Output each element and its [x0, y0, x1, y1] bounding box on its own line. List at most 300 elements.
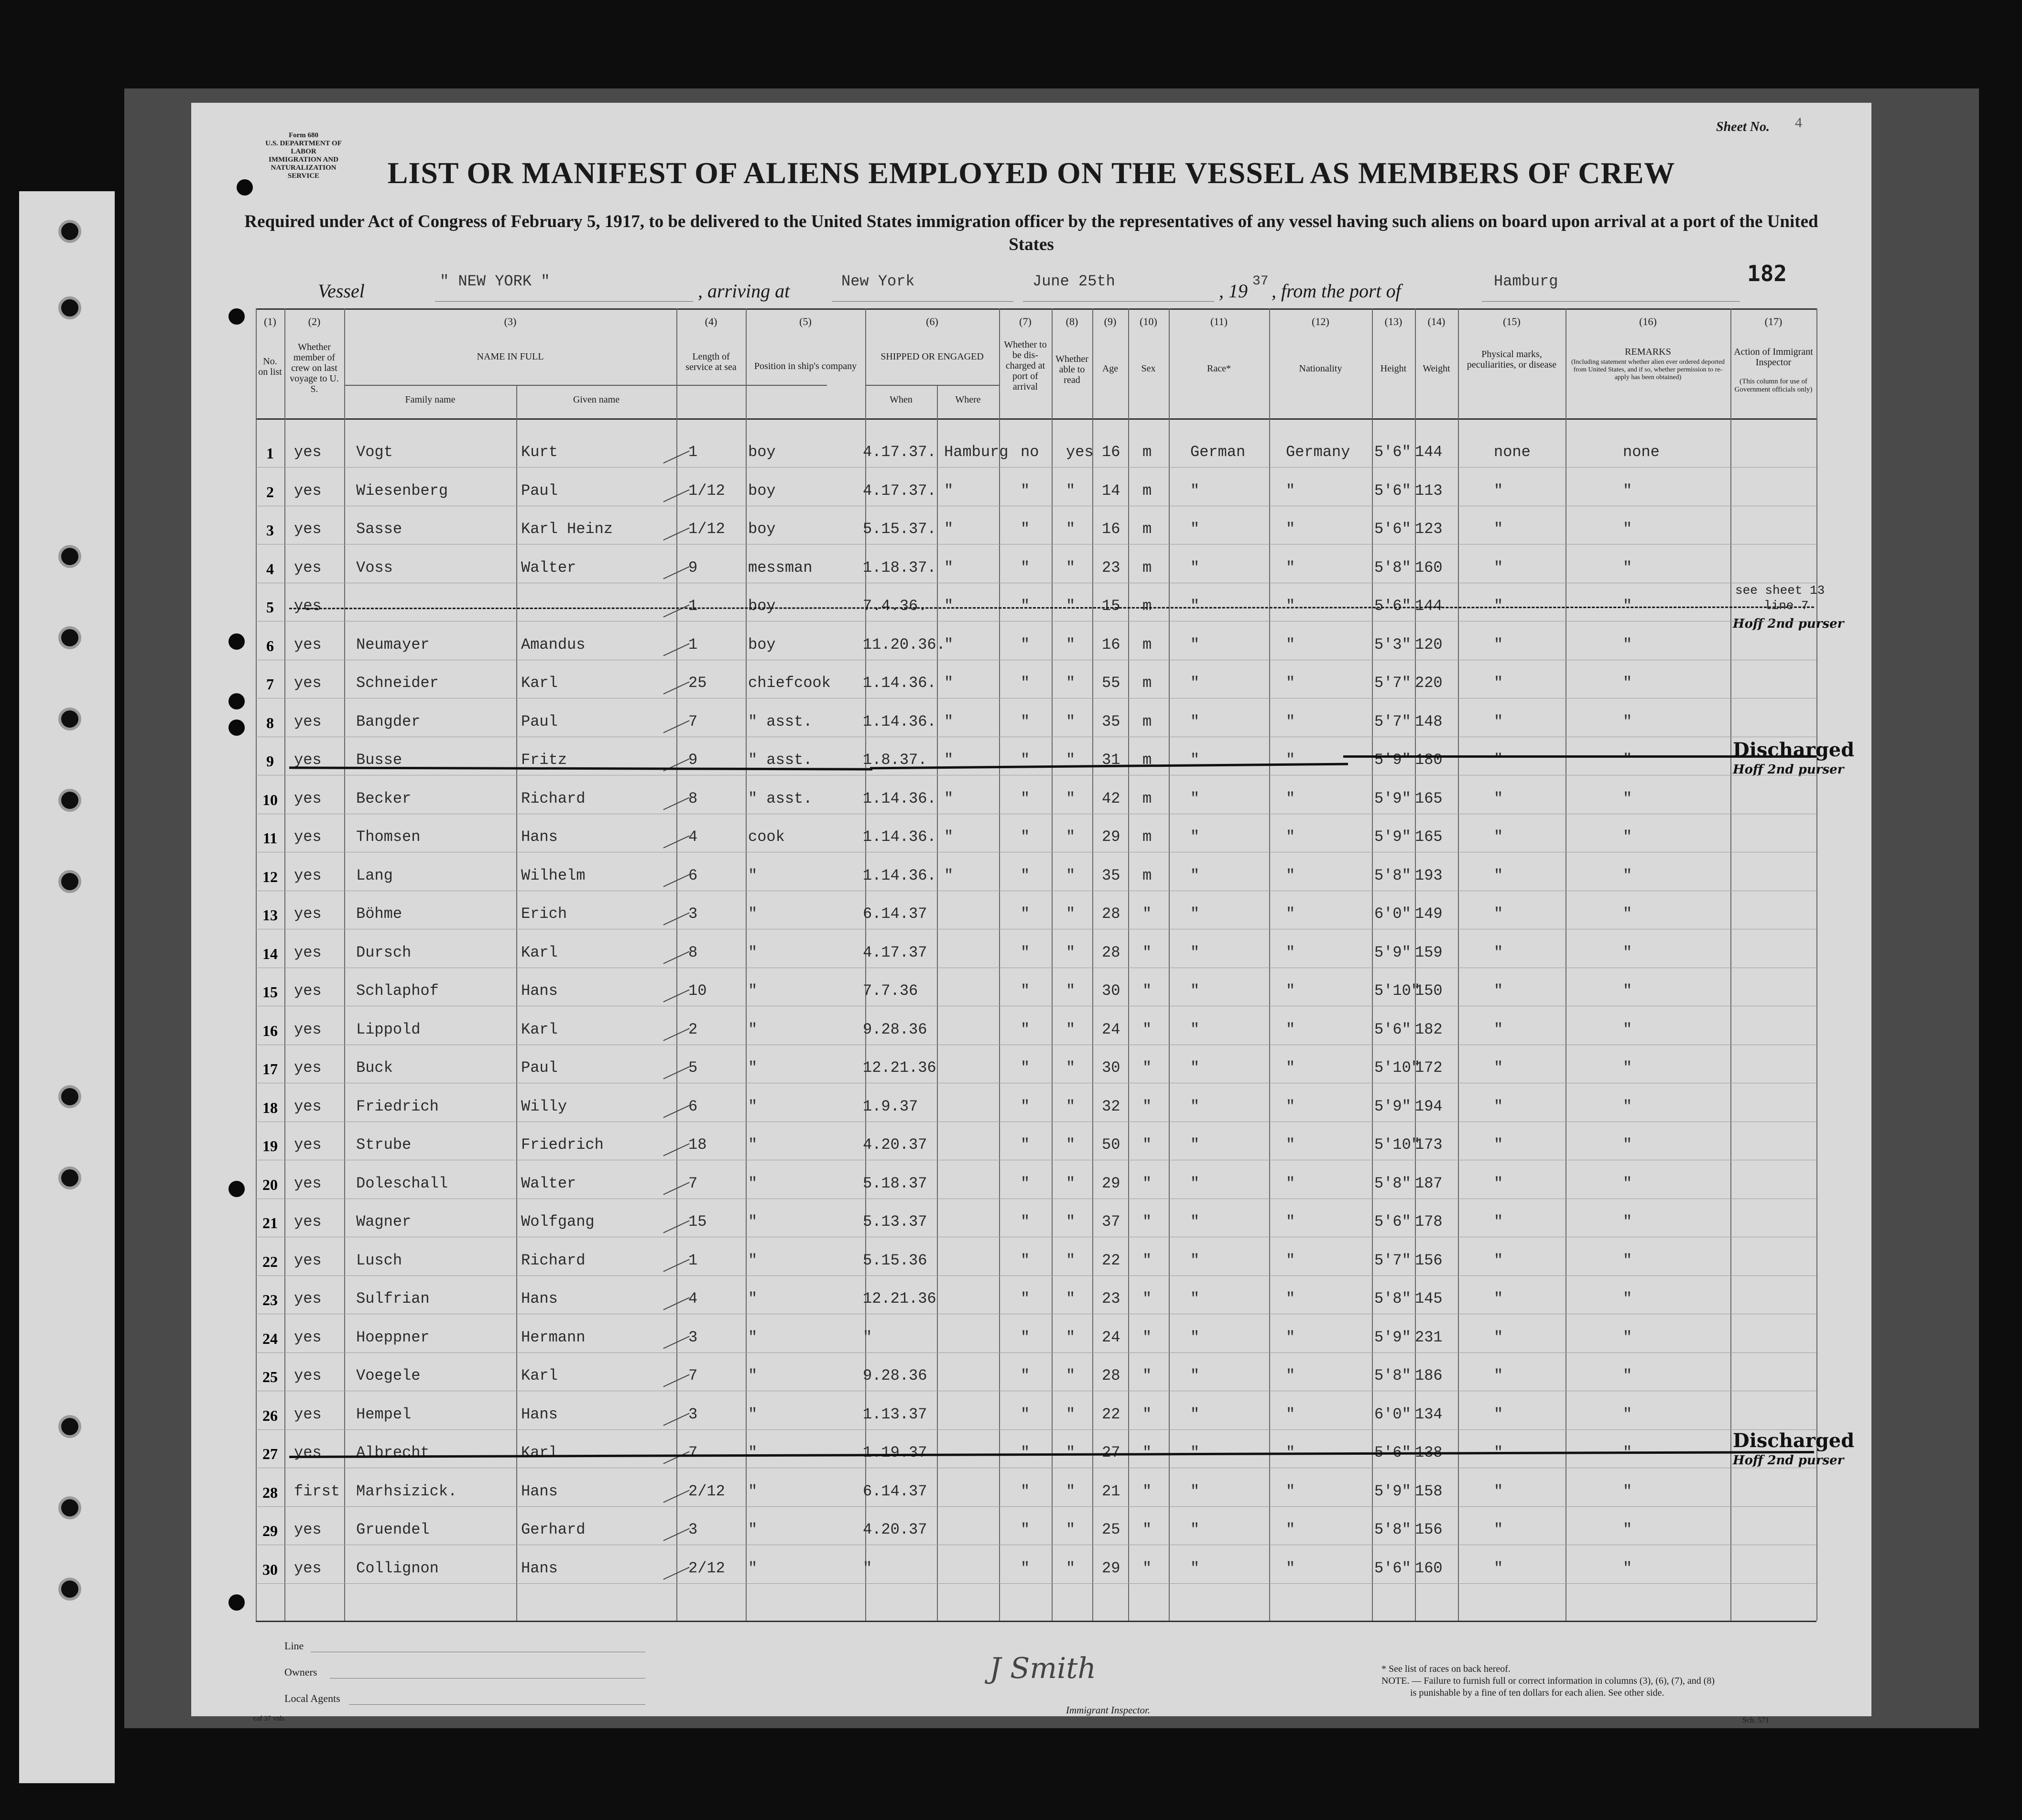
cell-when: 7.4.36. — [863, 597, 927, 615]
cell-member: yes — [294, 1521, 322, 1538]
cell-length: 2 — [688, 1021, 698, 1038]
cell-race: " — [1190, 867, 1200, 884]
binder-hole — [58, 789, 81, 812]
cell-height: 5'6" — [1374, 597, 1411, 615]
cell-nationality: " — [1286, 1290, 1295, 1308]
cell-where: " — [944, 520, 954, 538]
cell-member: yes — [294, 1329, 322, 1346]
cell-position: " — [748, 1098, 758, 1115]
col-border — [1372, 308, 1373, 1621]
cell-nationality: " — [1286, 1175, 1295, 1192]
cell-remarks: " — [1623, 520, 1632, 538]
cell-when: " — [863, 1559, 872, 1577]
cell-weight: 149 — [1415, 905, 1443, 923]
cell-when: 1.19.37 — [863, 1444, 927, 1461]
col-border — [1169, 308, 1170, 1621]
cell-where: " — [944, 790, 954, 807]
cell-remarks: " — [1623, 1098, 1632, 1115]
punch-hole — [228, 719, 245, 736]
cell-able-read: " — [1066, 1482, 1076, 1500]
cell-remarks: " — [1623, 1059, 1632, 1077]
cell-member: yes — [294, 559, 322, 577]
cell-length: 3 — [688, 1329, 698, 1346]
cell-sex: " — [1142, 1559, 1152, 1577]
cell-remarks: " — [1623, 559, 1632, 577]
cell-where: " — [944, 597, 954, 615]
col-number: (12) — [1312, 316, 1329, 327]
cell-when: 5.15.37. — [863, 520, 936, 538]
row-rule — [256, 467, 1816, 468]
header-member: Whether member of crew on last voyage to U. S. — [290, 342, 339, 394]
cell-weight: 178 — [1415, 1213, 1443, 1231]
cell-line-number: 30 — [262, 1561, 278, 1578]
cell-position: " — [748, 1482, 758, 1500]
cell-discharged: " — [1021, 559, 1030, 577]
cell-length: 15 — [688, 1213, 707, 1231]
cell-member: yes — [294, 751, 322, 769]
annotation-hoff: Hoff 2nd purser — [1733, 763, 1844, 777]
cell-given-name: Wolfgang — [521, 1213, 595, 1231]
cell-remarks: " — [1623, 1252, 1632, 1269]
cell-when: 12.21.36 — [863, 1290, 936, 1308]
cell-sex: " — [1142, 1444, 1152, 1461]
cell-physical: " — [1494, 1175, 1503, 1192]
binder-hole — [58, 1166, 81, 1189]
cell-remarks: " — [1623, 905, 1632, 923]
cell-able-read: " — [1066, 674, 1076, 692]
cell-when: 5.15.36 — [863, 1252, 927, 1269]
cell-sex: " — [1142, 905, 1152, 923]
cell-able-read: " — [1066, 1252, 1076, 1269]
cell-physical: " — [1494, 1482, 1503, 1500]
cell-height: 5'10" — [1374, 1059, 1421, 1077]
cell-family-name: Lippold — [356, 1021, 421, 1038]
cell-given-name: Karl Heinz — [521, 520, 613, 538]
cell-discharged: " — [1021, 1329, 1030, 1346]
cell-nationality: " — [1286, 674, 1295, 692]
cell-family-name: Wagner — [356, 1213, 412, 1231]
cell-nationality: " — [1286, 1098, 1295, 1115]
punch-hole — [228, 1181, 245, 1197]
row-rule — [256, 1583, 1816, 1584]
cell-where: " — [944, 828, 954, 846]
cell-nationality: " — [1286, 1482, 1295, 1500]
cell-race: " — [1190, 1059, 1200, 1077]
cell-race: " — [1190, 636, 1200, 654]
cell-given-name: Amandus — [521, 636, 586, 654]
cell-position: " asst. — [748, 713, 813, 730]
cell-race: " — [1190, 1021, 1200, 1038]
cell-family-name: Voss — [356, 559, 393, 577]
from-port: Hamburg — [1494, 272, 1558, 290]
col-border — [516, 385, 517, 1621]
cell-nationality: " — [1286, 482, 1295, 500]
header-sex: Sex — [1141, 363, 1156, 374]
cell-length: 1 — [688, 443, 698, 461]
sheet-number: 4 — [1795, 115, 1802, 131]
cell-nationality: " — [1286, 828, 1295, 846]
inspector-label: Immigrant Inspector. — [1066, 1704, 1151, 1716]
cell-when: 4.20.37 — [863, 1521, 927, 1538]
cell-discharged: " — [1021, 713, 1030, 730]
cell-discharged: " — [1021, 1521, 1030, 1538]
binder-hole — [58, 870, 81, 893]
cell-able-read: " — [1066, 944, 1076, 961]
cell-line-number: 25 — [262, 1368, 278, 1385]
cell-age: 32 — [1102, 1098, 1120, 1115]
cell-discharged: " — [1021, 867, 1030, 884]
cell-given-name: Paul — [521, 1059, 558, 1077]
binder-hole — [58, 1085, 81, 1108]
cell-remarks: " — [1623, 867, 1632, 884]
row-rule — [256, 1352, 1816, 1353]
cell-length: 8 — [688, 944, 698, 961]
col-number: (10) — [1140, 316, 1157, 327]
cell-length: 9 — [688, 751, 698, 769]
cell-member: yes — [294, 1290, 322, 1308]
col-border — [1816, 308, 1817, 1621]
cell-given-name: Paul — [521, 482, 558, 500]
cell-given-name: Gerhard — [521, 1521, 586, 1538]
cell-when: 12.21.36 — [863, 1059, 936, 1077]
cell-weight: 150 — [1415, 982, 1443, 1000]
cell-physical: " — [1494, 790, 1503, 807]
cell-age: 35 — [1102, 867, 1120, 884]
cell-member: first — [294, 1482, 340, 1500]
cell-age: 16 — [1102, 443, 1120, 461]
cell-age: 30 — [1102, 1059, 1120, 1077]
cell-position: " — [748, 1367, 758, 1384]
col-border — [1269, 308, 1270, 1621]
cell-weight: 160 — [1415, 1559, 1443, 1577]
annotation-see-sheet: see sheet 13 — [1735, 583, 1825, 598]
cell-position: messman — [748, 559, 813, 577]
cell-able-read: " — [1066, 1406, 1076, 1423]
header-given-name: Given name — [573, 394, 620, 405]
cell-member: yes — [294, 1136, 322, 1154]
cell-position: " asst. — [748, 751, 813, 769]
cell-family-name: Buck — [356, 1059, 393, 1077]
cell-given-name: Hans — [521, 1406, 558, 1423]
cell-family-name: Vogt — [356, 443, 393, 461]
cell-weight: 173 — [1415, 1136, 1443, 1154]
cell-discharged: " — [1021, 1559, 1030, 1577]
cell-weight: 165 — [1415, 828, 1443, 846]
header-when: When — [890, 394, 913, 405]
cell-nationality: " — [1286, 559, 1295, 577]
cell-remarks: " — [1623, 674, 1632, 692]
cell-member: yes — [294, 674, 322, 692]
header-weight: Weight — [1423, 363, 1450, 374]
cell-age: 28 — [1102, 944, 1120, 961]
cell-sex: " — [1142, 1098, 1152, 1115]
cell-position: " — [748, 1290, 758, 1308]
cell-discharged: " — [1021, 751, 1030, 769]
cell-discharged: no — [1021, 443, 1039, 461]
cell-physical: " — [1494, 1252, 1503, 1269]
cell-length: 9 — [688, 559, 698, 577]
cell-nationality: " — [1286, 1559, 1295, 1577]
cell-remarks: " — [1623, 1290, 1632, 1308]
cell-height: 5'3" — [1374, 636, 1411, 654]
cell-weight: 138 — [1415, 1444, 1443, 1461]
cell-line-number: 26 — [262, 1407, 278, 1424]
cell-nationality: " — [1286, 944, 1295, 961]
cell-weight: 187 — [1415, 1175, 1443, 1192]
arriving-underline — [832, 301, 1013, 302]
binder-hole — [58, 296, 81, 319]
cell-race: " — [1190, 482, 1200, 500]
cell-discharged: " — [1021, 982, 1030, 1000]
col-number: (5) — [799, 316, 812, 327]
binder-hole — [58, 708, 81, 730]
cell-nationality: " — [1286, 751, 1295, 769]
cell-where: " — [944, 636, 954, 654]
cell-race: " — [1190, 597, 1200, 615]
cell-age: 30 — [1102, 982, 1120, 1000]
cell-weight: 156 — [1415, 1252, 1443, 1269]
cell-physical: " — [1494, 1290, 1503, 1308]
col-number: (2) — [308, 316, 321, 327]
cell-given-name: Fritz — [521, 751, 567, 769]
cell-family-name: Busse — [356, 751, 402, 769]
cell-position: " — [748, 1136, 758, 1154]
cell-when: 1.14.36. — [863, 867, 936, 884]
cell-physical: " — [1494, 1444, 1503, 1461]
cell-physical: " — [1494, 1521, 1503, 1538]
cell-physical: " — [1494, 597, 1503, 615]
cell-given-name: Hans — [521, 1482, 558, 1500]
cell-sex: " — [1142, 944, 1152, 961]
cell-discharged: " — [1021, 905, 1030, 923]
cell-height: 5'8" — [1374, 559, 1411, 577]
cell-nationality: " — [1286, 1059, 1295, 1077]
cell-weight: 113 — [1415, 482, 1443, 500]
cell-remarks: " — [1623, 636, 1632, 654]
cell-discharged: " — [1021, 1482, 1030, 1500]
cell-position: " — [748, 1559, 758, 1577]
cell-position: boy — [748, 443, 776, 461]
cell-family-name: Neumayer — [356, 636, 430, 654]
cell-discharged: " — [1021, 1098, 1030, 1115]
cell-when: 1.13.37 — [863, 1406, 927, 1423]
cell-given-name: Hans — [521, 828, 558, 846]
cell-when: 9.28.36 — [863, 1367, 927, 1384]
cell-nationality: " — [1286, 1021, 1295, 1038]
cell-nationality: " — [1286, 520, 1295, 538]
col-number: (8) — [1065, 316, 1078, 327]
cell-line-number: 12 — [262, 868, 278, 885]
cell-race: " — [1190, 1098, 1200, 1115]
cell-member: yes — [294, 482, 322, 500]
cell-line-number: 5 — [266, 599, 274, 616]
list-number: 182 — [1747, 261, 1787, 286]
cell-sex: " — [1142, 1213, 1152, 1231]
date-underline — [1023, 301, 1214, 302]
vessel-underline — [435, 301, 693, 302]
col-border — [1415, 308, 1416, 1621]
cell-race: " — [1190, 1559, 1200, 1577]
footer-note-penalty: NOTE. — Failure to furnish full or correct information in columns (3), (6), (7), and (8) — [1381, 1676, 1715, 1686]
cell-line-number: 4 — [266, 560, 274, 578]
header-discharged: Whether to be dis- charged at port of arrival — [1004, 339, 1047, 392]
cell-height: 5'6" — [1374, 1559, 1411, 1577]
cell-age: 28 — [1102, 1367, 1120, 1384]
cell-length: 3 — [688, 1406, 698, 1423]
cell-line-number: 1 — [266, 445, 274, 462]
service: IMMIGRATION AND NATURALIZATION SERVICE — [269, 156, 338, 180]
cell-race: " — [1190, 1252, 1200, 1269]
cell-weight: 158 — [1415, 1482, 1443, 1500]
cell-line-number: 2 — [266, 483, 274, 501]
cell-member: yes — [294, 1021, 322, 1038]
footer-agents-rule — [349, 1704, 645, 1705]
cell-discharged: " — [1021, 1290, 1030, 1308]
cell-physical: " — [1494, 1021, 1503, 1038]
cell-height: 5'8" — [1374, 867, 1411, 884]
cell-height: 5'8" — [1374, 1367, 1411, 1384]
cell-weight: 193 — [1415, 867, 1443, 884]
cell-age: 29 — [1102, 1559, 1120, 1577]
annotation-hoff: Hoff 2nd purser — [1733, 617, 1844, 631]
cell-sex: m — [1142, 636, 1152, 654]
cell-line-number: 11 — [262, 829, 278, 847]
cell-family-name: Albrecht — [356, 1444, 430, 1461]
cell-age: 50 — [1102, 1136, 1120, 1154]
cell-race: " — [1190, 1406, 1200, 1423]
sch-number: Sch. 571 — [1742, 1716, 1769, 1724]
cell-weight: 180 — [1415, 751, 1443, 769]
cell-physical: " — [1494, 982, 1503, 1000]
footer-note-penalty-2: is punishable by a fine of ten dollars for each alien. See other side. — [1410, 1688, 1664, 1698]
punch-hole — [228, 693, 245, 709]
cell-age: 14 — [1102, 482, 1120, 500]
cell-when: 6.14.37 — [863, 905, 927, 923]
cell-length: 3 — [688, 905, 698, 923]
cell-height: 5'9" — [1374, 1098, 1411, 1115]
cell-remarks: " — [1623, 828, 1632, 846]
footer-agents-label: Local Agents — [284, 1692, 340, 1704]
cell-discharged: " — [1021, 1136, 1030, 1154]
cell-sex: m — [1142, 559, 1152, 577]
cell-age: 23 — [1102, 559, 1120, 577]
col-number: (11) — [1210, 316, 1228, 327]
cell-sex: m — [1142, 443, 1152, 461]
cell-length: 6 — [688, 867, 698, 884]
cell-able-read: " — [1066, 1290, 1076, 1308]
cell-discharged: " — [1021, 1213, 1030, 1231]
cell-given-name: Karl — [521, 944, 558, 961]
col-number: (14) — [1427, 316, 1446, 327]
cell-height: 5'9" — [1374, 828, 1411, 846]
name-divider — [344, 385, 827, 386]
cell-given-name: Hans — [521, 1290, 558, 1308]
col-border — [1730, 308, 1731, 1621]
cell-sex: m — [1142, 828, 1152, 846]
cell-when: 1.18.37. — [863, 559, 936, 577]
cell-when: " — [863, 1329, 872, 1346]
cell-when: 1.14.36. — [863, 713, 936, 730]
footer-line-label: Line — [284, 1640, 304, 1652]
cell-race: " — [1190, 1482, 1200, 1500]
cell-family-name: Strube — [356, 1136, 412, 1154]
cell-given-name: Richard — [521, 1252, 586, 1269]
cell-sex: " — [1142, 1252, 1152, 1269]
cell-line-number: 22 — [262, 1253, 278, 1270]
cell-line-number: 18 — [262, 1099, 278, 1116]
binder-strip — [19, 191, 115, 1783]
inspector-signature: J Smith — [989, 1652, 1097, 1685]
cell-age: 37 — [1102, 1213, 1120, 1231]
cell-nationality: " — [1286, 1213, 1295, 1231]
cell-race: " — [1190, 828, 1200, 846]
cell-when: 4.17.37. — [863, 443, 936, 461]
cell-line-number: 3 — [266, 522, 274, 539]
cell-able-read: " — [1066, 1175, 1076, 1192]
cell-given-name: Friedrich — [521, 1136, 604, 1154]
col-number: (6) — [926, 316, 938, 327]
cell-member: yes — [294, 1406, 322, 1423]
cell-physical: " — [1494, 944, 1503, 961]
cell-weight: 148 — [1415, 713, 1443, 730]
col-border — [1092, 308, 1093, 1621]
row-rule — [256, 1506, 1816, 1507]
cell-discharged: " — [1021, 674, 1030, 692]
cell-physical: " — [1494, 1136, 1503, 1154]
col-number: (13) — [1384, 316, 1402, 327]
cell-weight: 144 — [1415, 443, 1443, 461]
cell-family-name: Wiesenberg — [356, 482, 448, 500]
cell-length: 2/12 — [688, 1559, 725, 1577]
cell-able-read: " — [1066, 1559, 1076, 1577]
cell-member: yes — [294, 597, 322, 615]
cell-given-name: Hermann — [521, 1329, 586, 1346]
cell-race: " — [1190, 1290, 1200, 1308]
cell-discharged: " — [1021, 1059, 1030, 1077]
cell-physical: " — [1494, 1213, 1503, 1231]
cell-able-read: " — [1066, 982, 1076, 1000]
cell-length: 10 — [688, 982, 707, 1000]
cell-line-number: 16 — [262, 1022, 278, 1039]
vessel-name: " NEW YORK " — [440, 272, 550, 290]
binder-hole — [58, 1578, 81, 1601]
header-name-in-full: NAME IN FULL — [477, 351, 544, 362]
cell-position: " — [748, 944, 758, 961]
header-no-on-list: No. on list — [258, 356, 282, 377]
cell-where: " — [944, 482, 954, 500]
cell-height: 5'7" — [1374, 713, 1411, 730]
header-where: Where — [955, 394, 981, 405]
annotation-discharged: Discharged — [1733, 739, 1855, 761]
header-able-read: Whether able to read — [1055, 354, 1088, 385]
cell-length: 4 — [688, 1290, 698, 1308]
cell-race: " — [1190, 1444, 1200, 1461]
cell-weight: 120 — [1415, 636, 1443, 654]
cell-sex: m — [1142, 597, 1152, 615]
cell-race: " — [1190, 1136, 1200, 1154]
vessel-label: Vessel — [318, 280, 365, 302]
cell-weight: 123 — [1415, 520, 1443, 538]
cell-able-read: " — [1066, 636, 1076, 654]
cell-age: 21 — [1102, 1482, 1120, 1500]
cell-nationality: " — [1286, 982, 1295, 1000]
binder-hole — [58, 1415, 81, 1438]
cell-position: " — [748, 1329, 758, 1346]
cell-family-name: Schlaphof — [356, 982, 439, 1000]
cell-able-read: " — [1066, 751, 1076, 769]
cell-line-number: 9 — [266, 752, 274, 770]
col-number: (17) — [1764, 316, 1783, 327]
